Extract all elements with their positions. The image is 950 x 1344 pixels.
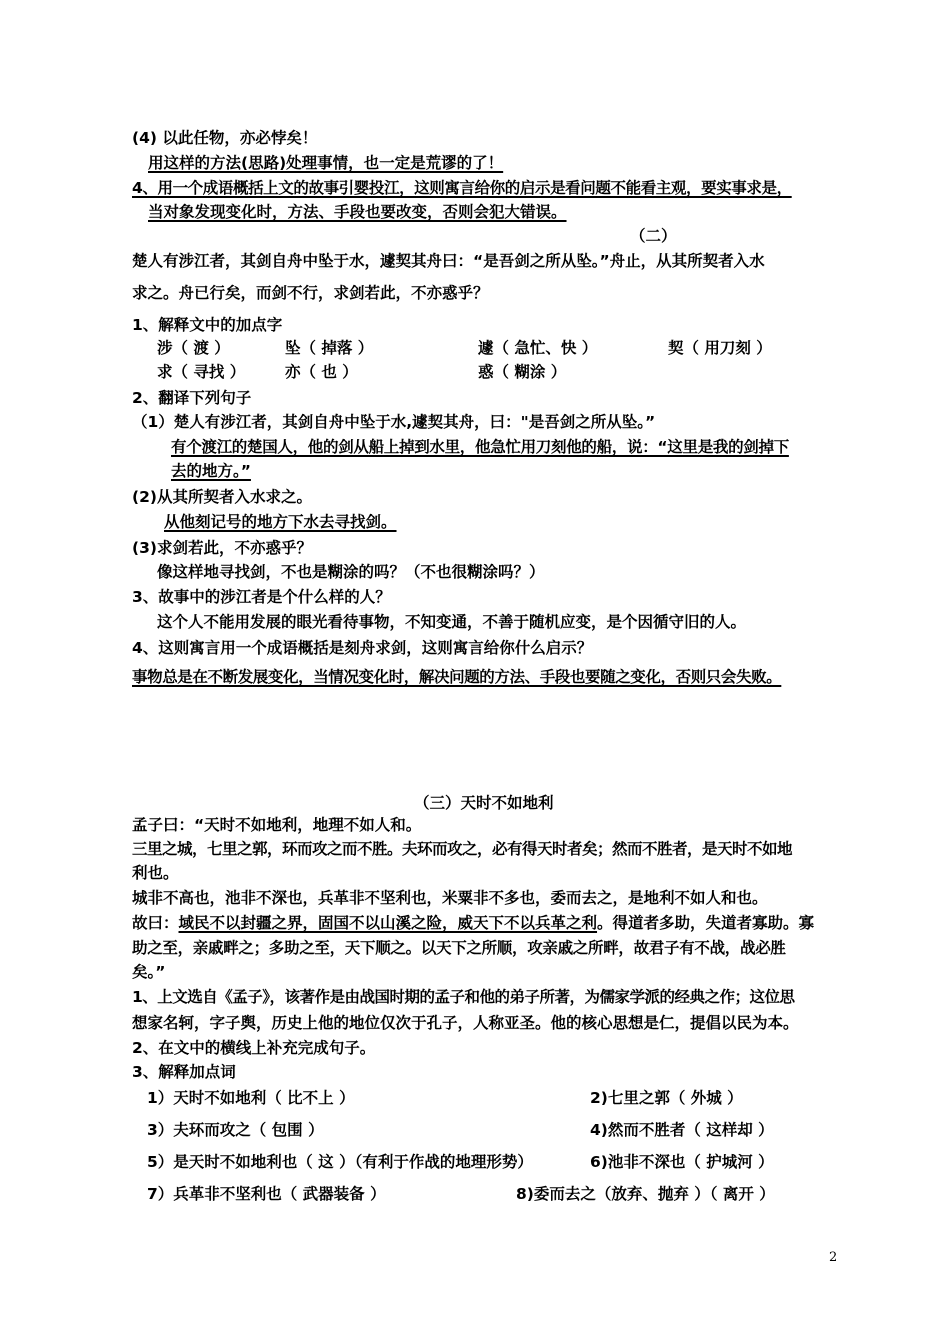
answer-item: 6)池非不深也（ 护城河 ） (590, 1153, 774, 1171)
answer-item: 惑（ 糊涂 ） (478, 363, 567, 381)
answer-line: 有个渡江的楚国人，他的剑从船上掉到水里，他急忙用刀刻他的船，说：“这里是我的剑掉下 (171, 438, 789, 456)
question-line: 2、在文中的横线上补充完成句子。 (132, 1039, 376, 1057)
answer-item: 遽（ 急忙、快 ） (478, 339, 598, 357)
question-line: 2、翻译下列句子 (132, 389, 252, 407)
answer-item: 4)然而不胜者（ 这样却 ） (590, 1121, 774, 1139)
answer-item: 7）兵革非不坚利也（ 武器装备 ） (147, 1185, 386, 1203)
question-line: 4、这则寓言用一个成语概括是刻舟求剑，这则寓言给你什么启示？ (132, 639, 593, 657)
text-line: 想家名轲，字子舆，历史上他的地位仅次于孔子，人称亚圣。他的核心思想是仁，提倡以民为本。 (132, 1014, 799, 1032)
answer-item: 亦（ 也 ） (285, 363, 358, 381)
question-line: 3、解释加点词 (132, 1063, 236, 1081)
text-line: 1、上文选自《孟子》，该著作是由战国时期的孟子和他的弟子所著，为儒家学派的经典之作；这位思 (132, 988, 795, 1006)
text-line: 楚人有涉江者，其剑自舟中坠于水，遽契其舟曰：“是吾剑之所从坠。”舟止，从其所契者入水 (132, 252, 765, 270)
text-line: 矣。” (132, 963, 166, 981)
answer-item: 1）天时不如地利（ 比不上 ） (147, 1089, 355, 1107)
text-segment: 故曰： (132, 914, 179, 932)
answer-line: 用这样的方法(思路)处理事情，也一定是荒谬的了！ (148, 154, 504, 172)
blank-fill-answer: 域民不以封疆之界，固国不以山溪之险，威天下不以兵革之利 (178, 914, 598, 932)
answer-line: 4、用一个成语概括上文的故事引婴投江，这则寓言给你的启示是看问题不能看主观，要实事求是， (132, 179, 792, 197)
answer-line: 去的地方。” (171, 462, 251, 480)
text-line: （1）楚人有涉江者，其剑自舟中坠于水,遽契其舟，曰："是吾剑之所从坠。” (132, 413, 656, 431)
text-line: (2)从其所契者入水求之。 (132, 488, 312, 506)
answer-line: 事物总是在不断发展变化，当情况变化时，解决问题的方法、手段也要随之变化，否则只会失败。 (132, 668, 782, 686)
text-line: 利也。 (132, 864, 179, 882)
question-line: 3、故事中的涉江者是个什么样的人？ (132, 588, 391, 606)
answer-item: 2)七里之郭（ 外城 ） (590, 1089, 743, 1107)
question-line: 1、解释文中的加点字 (132, 316, 283, 334)
text-line: 求之。舟已行矣，而剑不行，求剑若此，不亦惑乎？ (132, 284, 489, 302)
answer-line: 当对象发现变化时，方法、手段也要改变，否则会犯大错误。 (148, 203, 567, 221)
answer-item: 5）是天时不如地利也（ 这 ）（有利于作战的地理形势） (147, 1153, 533, 1171)
answer-item: 坠（ 掉落 ） (285, 339, 374, 357)
text-line: (4) 以此任物，亦必悖矣！ (132, 129, 318, 147)
text-line: 助之至，亲戚畔之；多助之至，天下顺之。以天下之所顺，攻亲戚之所畔，故君子有不战，战必胜 (132, 939, 786, 957)
page-number: 2 (829, 1250, 838, 1265)
answer-item: 3）夫环而攻之（ 包围 ） (147, 1121, 324, 1139)
answer-item: 涉（ 渡 ） (157, 339, 230, 357)
section-heading: （三）天时不如地利 (414, 794, 554, 812)
text-line: 三里之城，七里之郭，环而攻之而不胜。夫环而攻之，必有得天时者矣；然而不胜者，是天时不如地 (132, 840, 793, 858)
answer-item: 8)委而去之（放弃、抛弃 ）（ 离开 ） (516, 1185, 775, 1203)
text-line: 城非不高也，池非不深也，兵革非不坚利也，米粟非不多也，委而去之，是地利不如人和也。 (132, 889, 768, 907)
answer-item: 契（ 用刀刻 ） (668, 339, 772, 357)
answer-line: 这个人不能用发展的眼光看待事物，不知变通，不善于随机应变，是个因循守旧的人。 (157, 613, 747, 631)
text-line: 孟子曰：“天时不如地利，地理不如人和。 (132, 816, 422, 834)
answer-item: 求（ 寻找 ） (157, 363, 246, 381)
answer-line: 像这样地寻找剑，不也是糊涂的吗？（不也很糊涂吗？） (157, 563, 545, 581)
section-heading: （二） (630, 227, 677, 245)
text-line: (3)求剑若此，不亦惑乎？ (132, 539, 312, 557)
answer-line: 从他刻记号的地方下水去寻找剑。 (164, 513, 397, 531)
text-line (132, 913, 814, 933)
text-segment: 。得道者多助，失道者寡助。寡 (597, 914, 815, 932)
